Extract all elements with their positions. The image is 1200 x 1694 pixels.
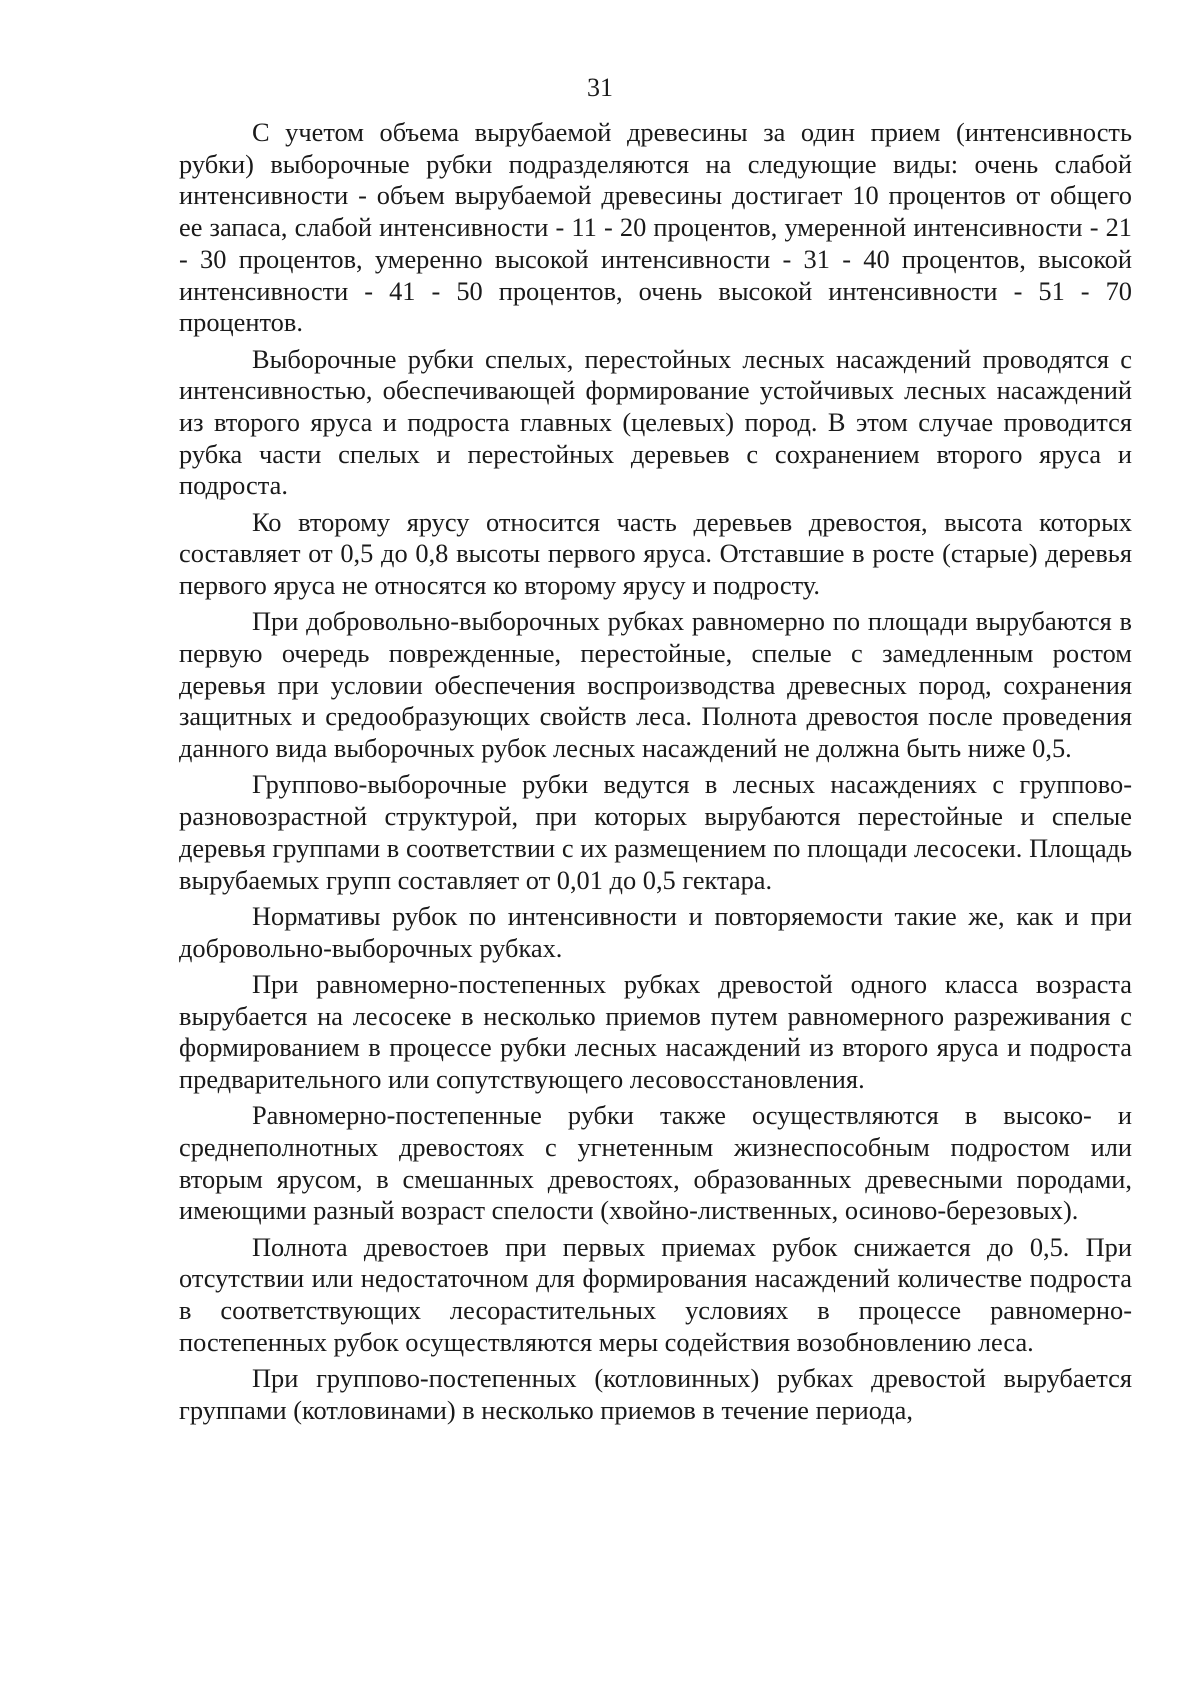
paragraph-group-selective: Группово-выборочные рубки ведутся в лесных насаждениях с группово-разновозрастной структурой, при которых вырубаются перестойные и спелые деревья группами в соответствии с их размещением по площади лесосеки. Площадь вырубаемых групп составляет от 0,01 до 0,5 гектара. [179,769,1132,895]
paragraph-group-gradual: При группово-постепенных (котловинных) рубках древостой вырубается группами (котловинами) в несколько приемов в течение периода, [179,1363,1132,1425]
paragraph-stand-density: Полнота древостоев при первых приемах рубок снижается до 0,5. При отсутствии или недостаточном для формирования насаждений количестве подроста в соответствующих лесорастительных условиях в процессе равномерно-постепенных рубок осуществляются меры содействия возобновлению леса. [179,1231,1132,1357]
paragraph-logging-intensity: С учетом объема вырубаемой древесины за один прием (интенсивность рубки) выборочные рубки подразделяются на следующие виды: очень слабой интенсивности - объем вырубаемой древесины достигает 10 процентов от общего ее запаса, слабой интенсивности - 11 - 20 процентов, умеренной интенсивности - 21 - 30 процентов, умеренно высокой интенсивности - 31 - 40 процентов, высокой интенсивности - 41 - 50 процентов, очень высокой интенсивности - 51 - 70 процентов. [179,117,1132,338]
paragraph-logging-norms: Нормативы рубок по интенсивности и повторяемости такие же, как и при добровольно-выборочных рубках. [179,900,1132,963]
paragraph-uniform-gradual: При равномерно-постепенных рубках древостой одного класса возраста вырубается на лесосеке в несколько приемов путем равномерного разреживания с формированием в процессе рубки лесных насаждений из второго яруса и подроста предварительного или сопутствующего лесовосстановления. [179,968,1132,1094]
page-number: 31 [587,73,613,102]
paragraph-voluntary-selective: При добровольно-выборочных рубках равномерно по площади вырубаются в первую очередь поврежденные, перестойные, спелые с замедленным ростом деревья при условии обеспечения воспроизводства древесных пород, сохранения защитных и средообразующих свойств леса. Полнота древостоя после проведения данного вида выборочных рубок лесных насаждений не должна быть ниже 0,5. [179,606,1132,764]
paragraph-uniform-gradual-stands: Равномерно-постепенные рубки также осуществляются в высоко- и среднеполнотных древостоях с угнетенным жизнеспособным подростом или вторым ярусом, в смешанных древостоях, образованных древесными породами, имеющими разный возраст спелости (хвойно-лиственных, осиново-березовых). [179,1100,1132,1226]
paragraph-selective-mature-stands: Выборочные рубки спелых, перестойных лесных насаждений проводятся с интенсивностью, обеспечивающей формирование устойчивых лесных насаждений из второго яруса и подроста главных (целевых) пород. В этом случае проводится рубка части спелых и перестойных деревьев с сохранением второго яруса и подроста. [179,343,1132,501]
document-body [179,117,1132,1426]
paragraph-second-tier: Ко второму ярусу относится часть деревьев древостоя, высота которых составляет от 0,5 до 0,8 высоты первого яруса. Отставшие в росте (старые) деревья первого яруса не относятся ко второму ярусу и подросту. [179,506,1132,601]
